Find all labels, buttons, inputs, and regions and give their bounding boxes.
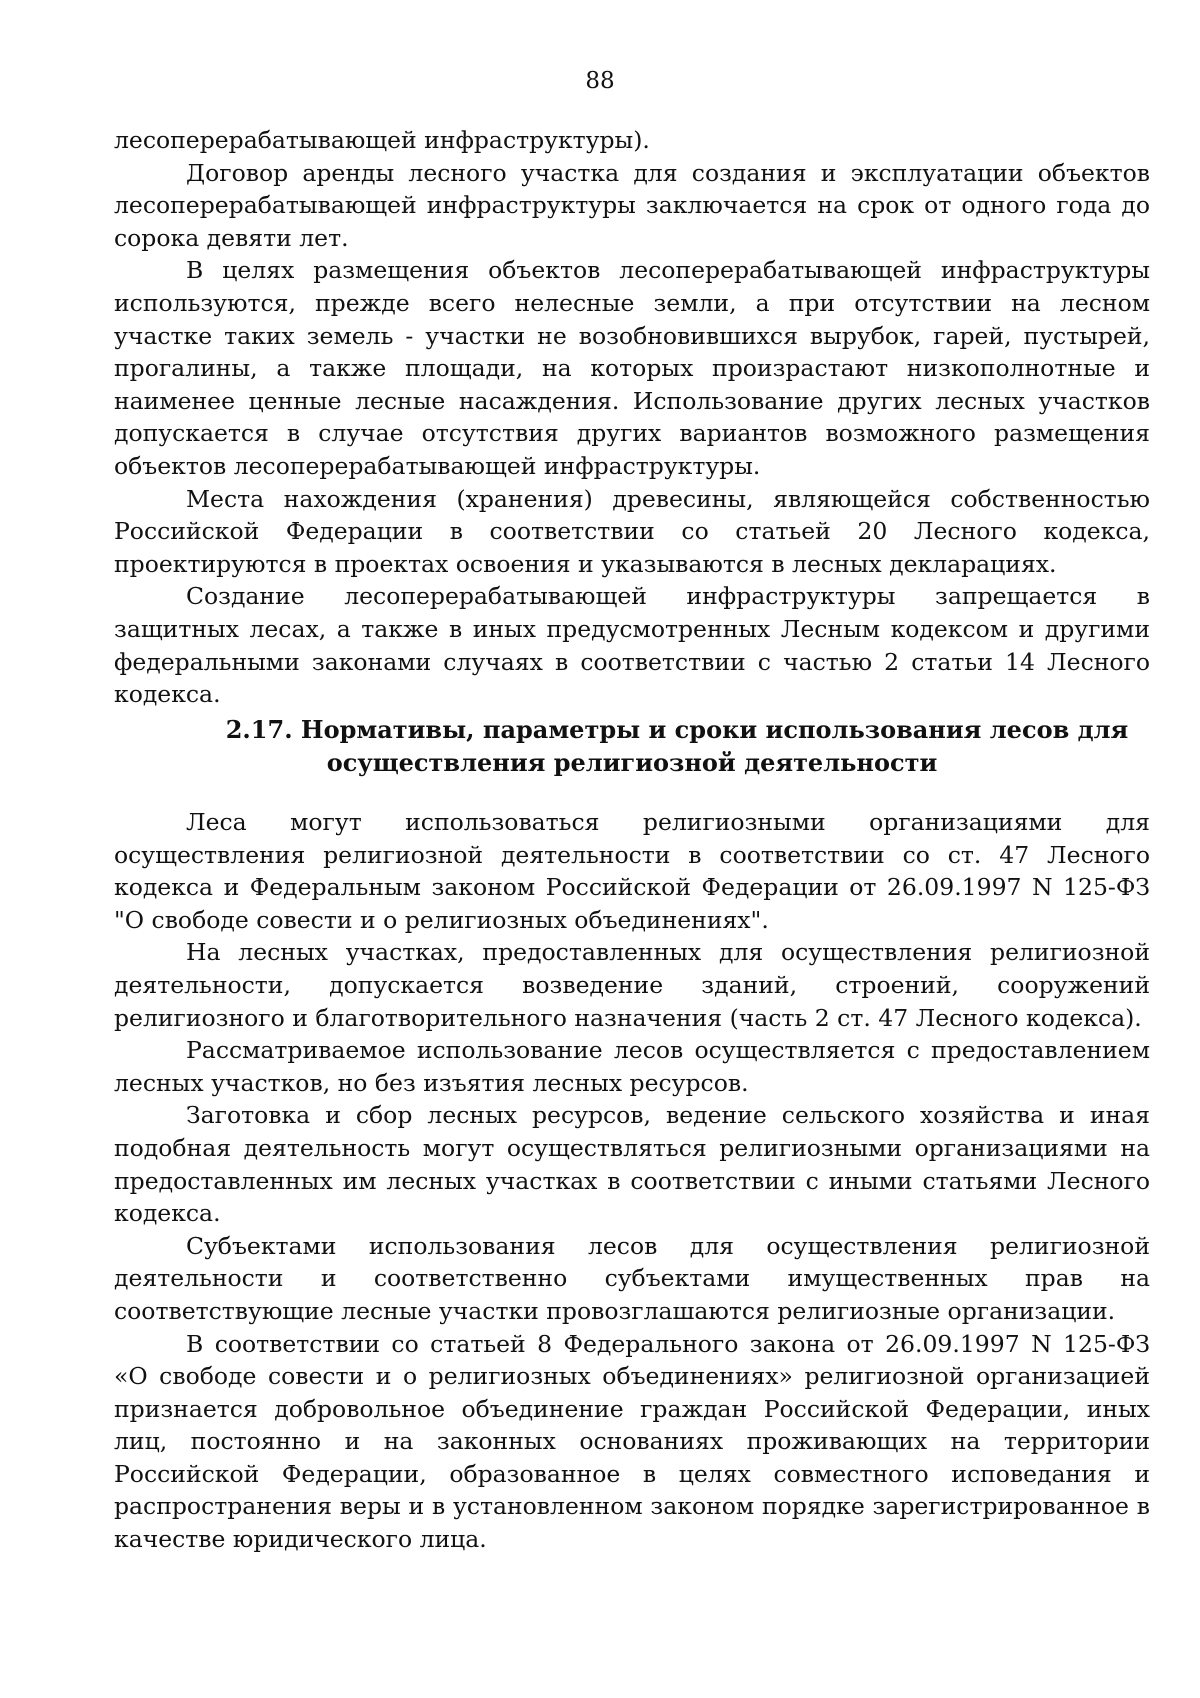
paragraph: Рассматриваемое использование лесов осуществляется с предоставлением лесных участков, но без изъятия лесных ресурсов. [114, 1036, 1150, 1097]
section-heading [114, 713, 1150, 779]
body-text-after-heading [114, 806, 1150, 1556]
paragraph: В соответствии со статьей 8 Федерального закона от 26.09.1997 N 125-ФЗ «О свободе совести и о религиозных объединениях» религиозной организацией признается добровольное объединение граждан Российской Федерации, иных лиц, постоянно и на законных основаниях проживающих на территории Российской Федерации, образованное в целях совместного исповедания и распространения веры и в установленном законом порядке зарегистрированное в качестве юридического лица. [114, 1329, 1150, 1554]
paragraph: Заготовка и сбор лесных ресурсов, ведение сельского хозяйства и иная подобная деятельность могут осуществляться религиозными организациями на предоставленных им лесных участках в соответствии с иными статьями Лесного кодекса. [114, 1101, 1150, 1228]
paragraph: На лесных участках, предоставленных для осуществления религиозной деятельности, допускается возведение зданий, строений, сооружений религиозного и благотворительного назначения (часть 2 ст. 47 Лесного кодекса). [114, 938, 1150, 1032]
paragraph: лесоперерабатывающей инфраструктуры). [114, 126, 650, 154]
section-heading-line-1: 2.17. Нормативы, параметры и сроки использования лесов для [225, 715, 1129, 744]
paragraph: Субъектами использования лесов для осуществления религиозной деятельности и соответственно субъектами имущественных прав на соответствующие лесные участки провозглашаются религиозные организации. [114, 1231, 1150, 1325]
paragraph: Леса могут использоваться религиозными организациями для осуществления религиозной деятельности в соответствии со ст. 47 Лесного кодекса и Федеральным законом Российской Федерации от 26.09.1997 N 125-ФЗ "О свободе совести и о религиозных объединениях". [114, 808, 1150, 934]
paragraph: Договор аренды лесного участка для создания и эксплуатации объектов лесоперерабатывающей инфраструктуры заключается на срок от одного года до сорока девяти лет. [114, 158, 1150, 252]
section-heading-line-2: осуществления религиозной деятельности [326, 748, 938, 777]
paragraph: Создание лесоперерабатывающей инфраструктуры запрещается в защитных лесах, а также в иных предусмотренных Лесным кодексом и другими федеральными законами случаях в соответствии с частью 2 статьи 14 Лесного кодекса. [114, 582, 1150, 709]
body-text-before-heading [114, 124, 1150, 711]
paragraph: Места нахождения (хранения) древесины, являющейся собственностью Российской Федерации в соответствии со статьей 20 Лесного кодекса, проектируются в проектах освоения и указываются в лесных декларациях. [114, 484, 1150, 578]
paragraph: В целях размещения объектов лесоперерабатывающей инфраструктуры используются, прежде всего нелесные земли, а при отсутствии на лесном участке таких земель - участки не возобновившихся вырубок, гарей, пустырей, прогалины, а также площади, на которых произрастают низкополнотные и наименее ценные лесные насаждения. Использование других лесных участков допускается в случае отсутствия других вариантов возможного размещения объектов лесоперерабатывающей инфраструктуры. [114, 256, 1150, 480]
page-number: 88 [585, 68, 615, 94]
